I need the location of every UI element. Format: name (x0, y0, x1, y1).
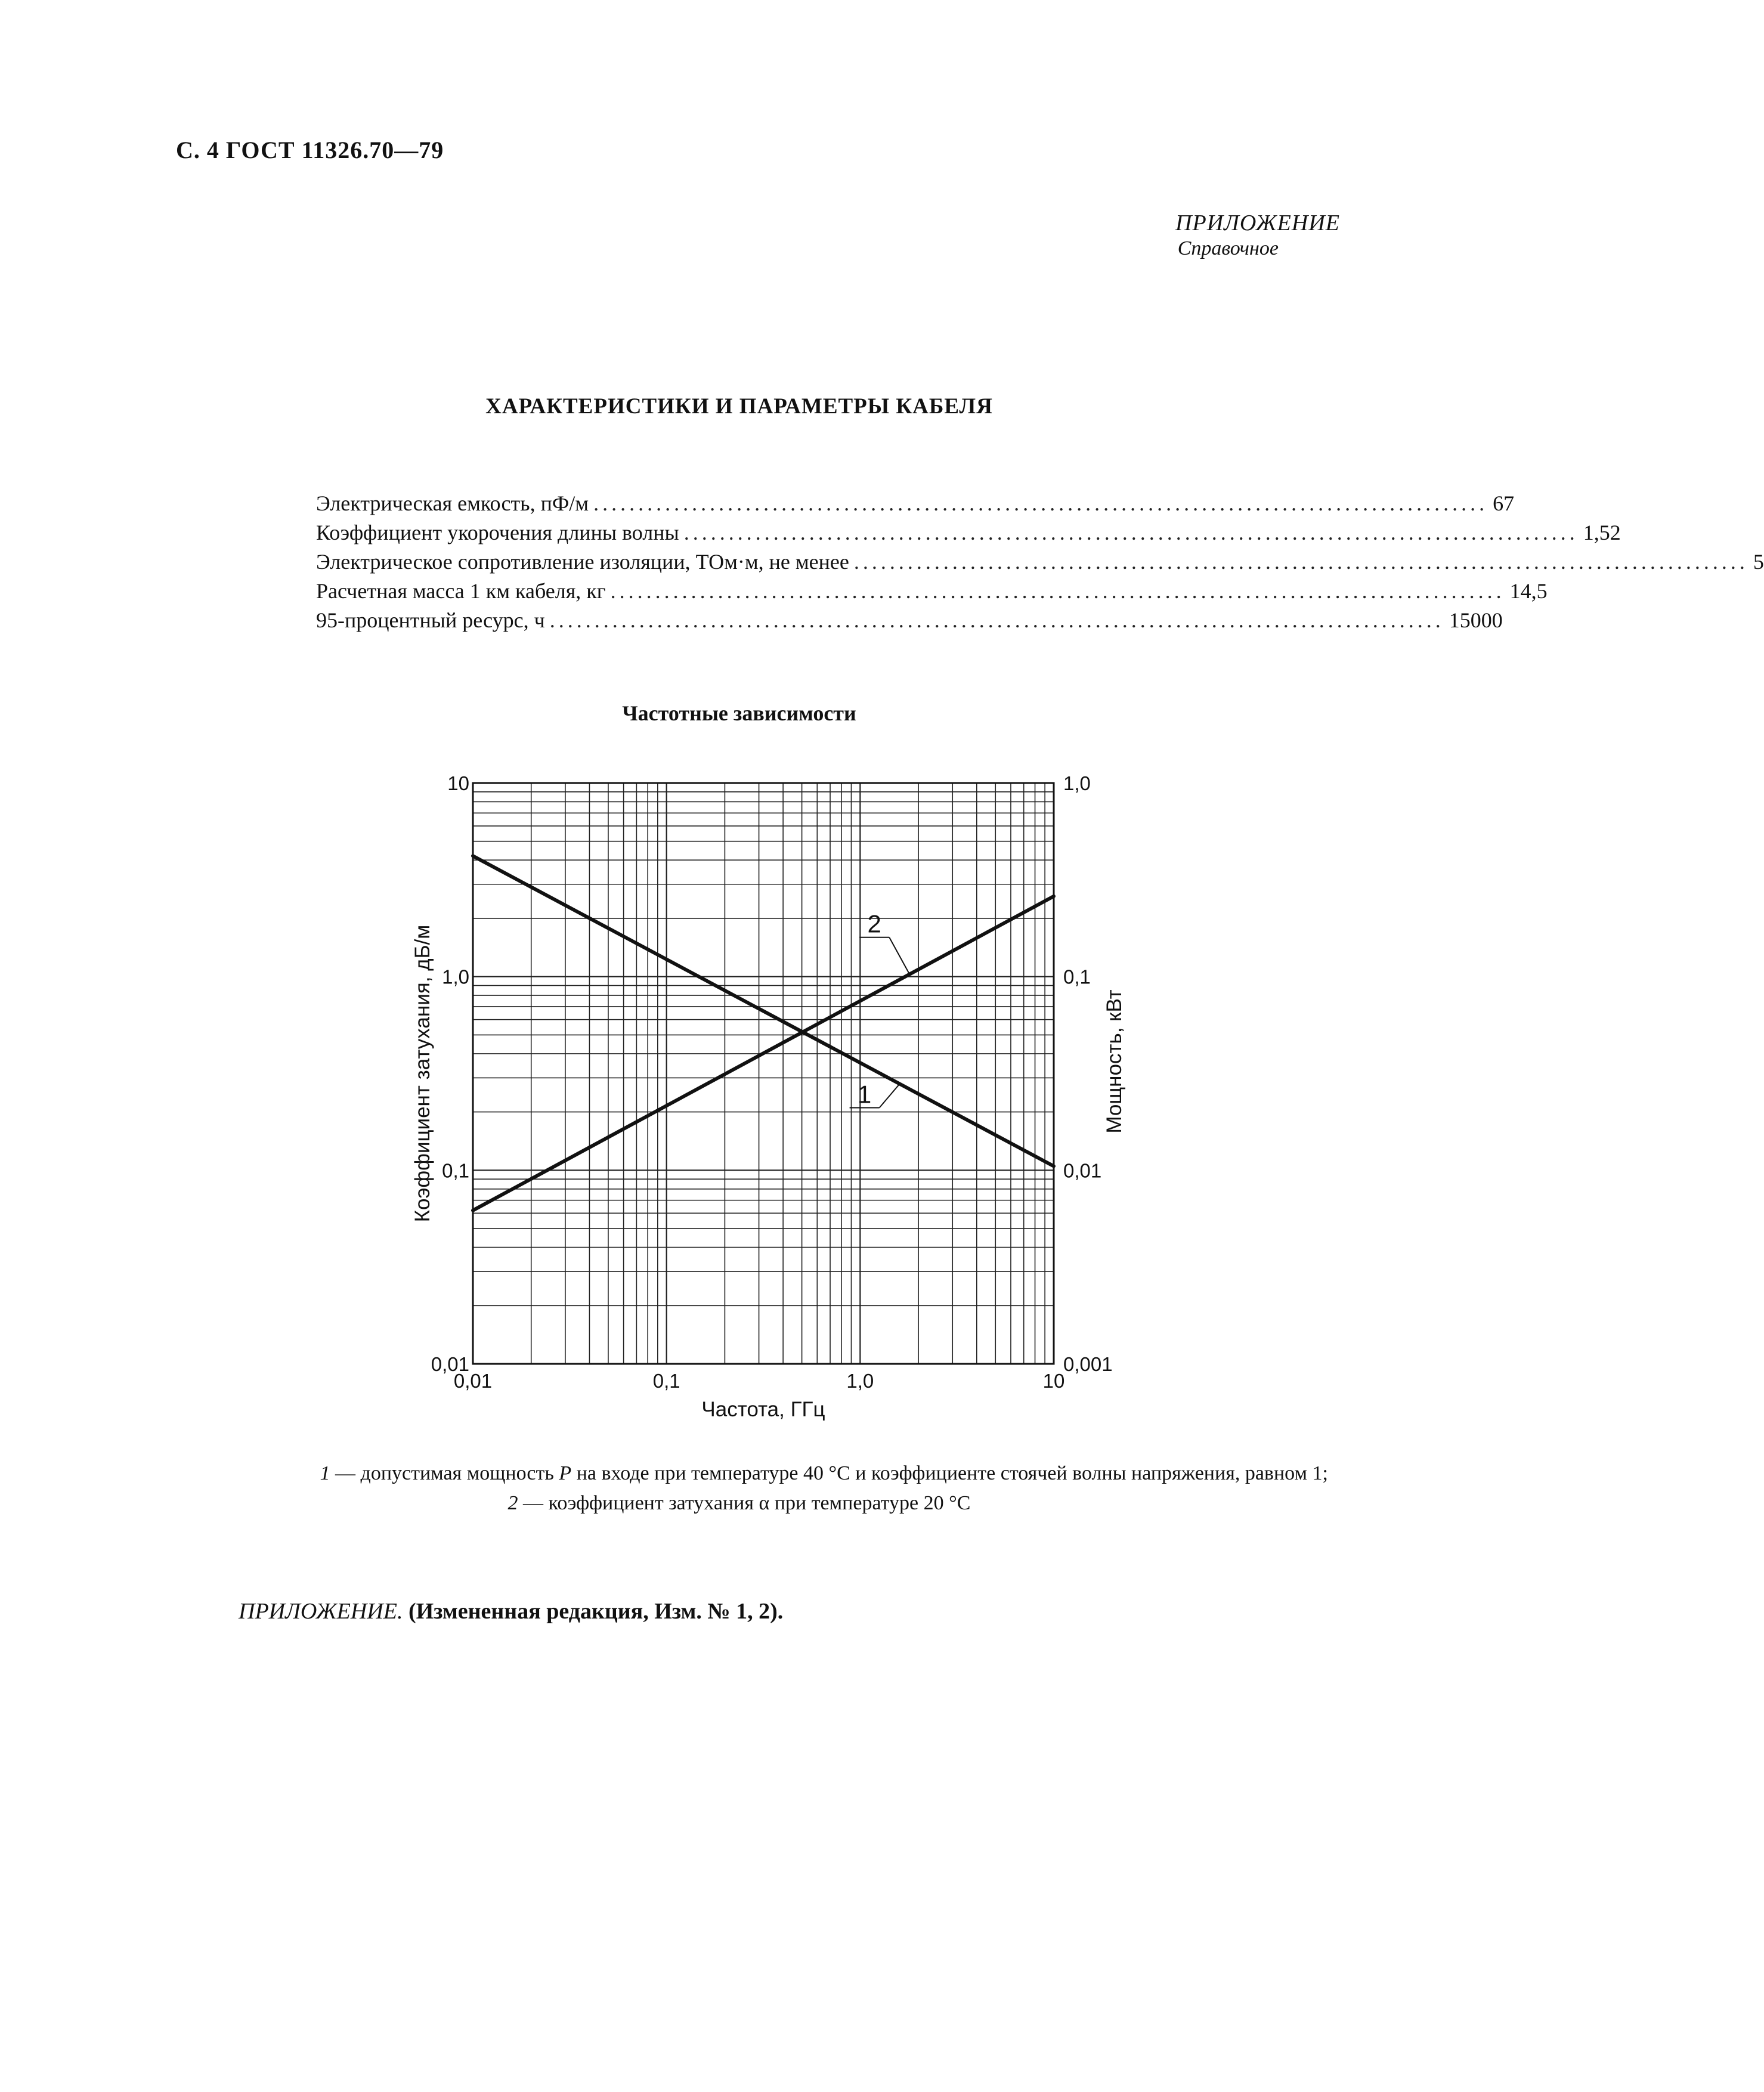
leader-dots: .................................................................................................... (593, 491, 1488, 515)
series-line-1 (473, 856, 1054, 1166)
parameter-label: Расчетная масса 1 км кабеля, кг (316, 579, 606, 603)
x-tick-label: 0,01 (453, 1370, 493, 1392)
y-left-tick-label: 10 (447, 772, 469, 794)
parameter-value: 14,5 (1509, 579, 1548, 603)
caption-text: — коэффициент затухания (518, 1492, 759, 1514)
x-tick-label: 0,1 (652, 1370, 680, 1392)
series-label-2: 2 (867, 909, 881, 938)
parameter-label: 95-процентный ресурс, ч (316, 608, 545, 632)
caption-text: при температуре 20 °C (769, 1492, 971, 1514)
chart-series (473, 856, 1054, 1210)
amendment-italic: ПРИЛОЖЕНИЕ. (239, 1599, 403, 1624)
parameter-label: Коэффициент укорочения длины волны (316, 521, 679, 544)
caption-line-2 (0, 1492, 1478, 1515)
y-right-axis-label: Мощность, кВт (1103, 989, 1126, 1134)
page-header: С. 4 ГОСТ 11326.70—79 (176, 137, 444, 163)
leader-dots: .................................................................................................... (683, 521, 1579, 544)
parameter-value: 15000 (1449, 608, 1503, 632)
appendix-title: ПРИЛОЖЕНИЕ (1175, 211, 1340, 236)
y-left-tick-label: 1,0 (442, 965, 469, 988)
y-right-tick-label: 0,001 (1063, 1353, 1113, 1375)
parameter-label: Электрическое сопротивление изоляции, ТОм·м, не менее (316, 550, 849, 574)
caption-number: 2 (507, 1492, 518, 1514)
appendix-subtitle: Справочное (1177, 237, 1279, 259)
caption-line-1 (320, 1462, 1328, 1485)
chart-grid (473, 783, 1054, 1364)
y-right-tick-label: 1,0 (1063, 772, 1091, 794)
y-left-tick-label: 0,1 (442, 1159, 469, 1182)
plot-frame (473, 783, 1054, 1364)
y-right-tick-label: 0,1 (1063, 965, 1091, 988)
caption-text: на входе при температуре 40 °C и коэффициенте стоячей волны напряжения, равном 1; (571, 1462, 1328, 1484)
amendment-bold: (Измененная редакция, Изм. № 1, 2). (403, 1599, 784, 1624)
y-right-tick-label: 0,01 (1063, 1159, 1102, 1182)
caption-variable: P (559, 1462, 572, 1484)
section-title: ХАРАКТЕРИСТИКИ И ПАРАМЕТРЫ КАБЕЛЯ (485, 394, 993, 419)
callout-leader-2 (889, 937, 909, 974)
leader-dots: .................................................................................................... (610, 579, 1505, 603)
x-tick-label: 1,0 (846, 1370, 874, 1392)
caption-text: — допустимая мощность (330, 1462, 559, 1484)
callout-leader-1 (880, 1084, 900, 1107)
series-label-1: 1 (857, 1080, 872, 1109)
y-left-tick-label: 0,01 (431, 1353, 469, 1375)
caption-number: 1 (320, 1462, 330, 1484)
chart-heading: Частотные зависимости (622, 701, 856, 725)
parameter-value: 1,52 (1583, 521, 1621, 544)
caption-variable: α (759, 1492, 770, 1514)
leader-dots: .................................................................................................... (549, 608, 1444, 632)
leader-dots: .................................................................................................... (853, 550, 1748, 574)
amendment-note (239, 1598, 783, 1624)
parameter-value: 67 (1493, 491, 1515, 515)
chart-labels (411, 772, 1126, 1421)
parameter-label: Электрическая емкость, пФ/м (316, 491, 589, 515)
y-left-axis-label: Коэффициент затухания, дБ/м (411, 924, 434, 1223)
x-tick-label: 10 (1042, 1370, 1065, 1392)
x-axis-label: Частота, ГГц (701, 1398, 825, 1421)
parameter-value: 5 (1753, 550, 1764, 574)
